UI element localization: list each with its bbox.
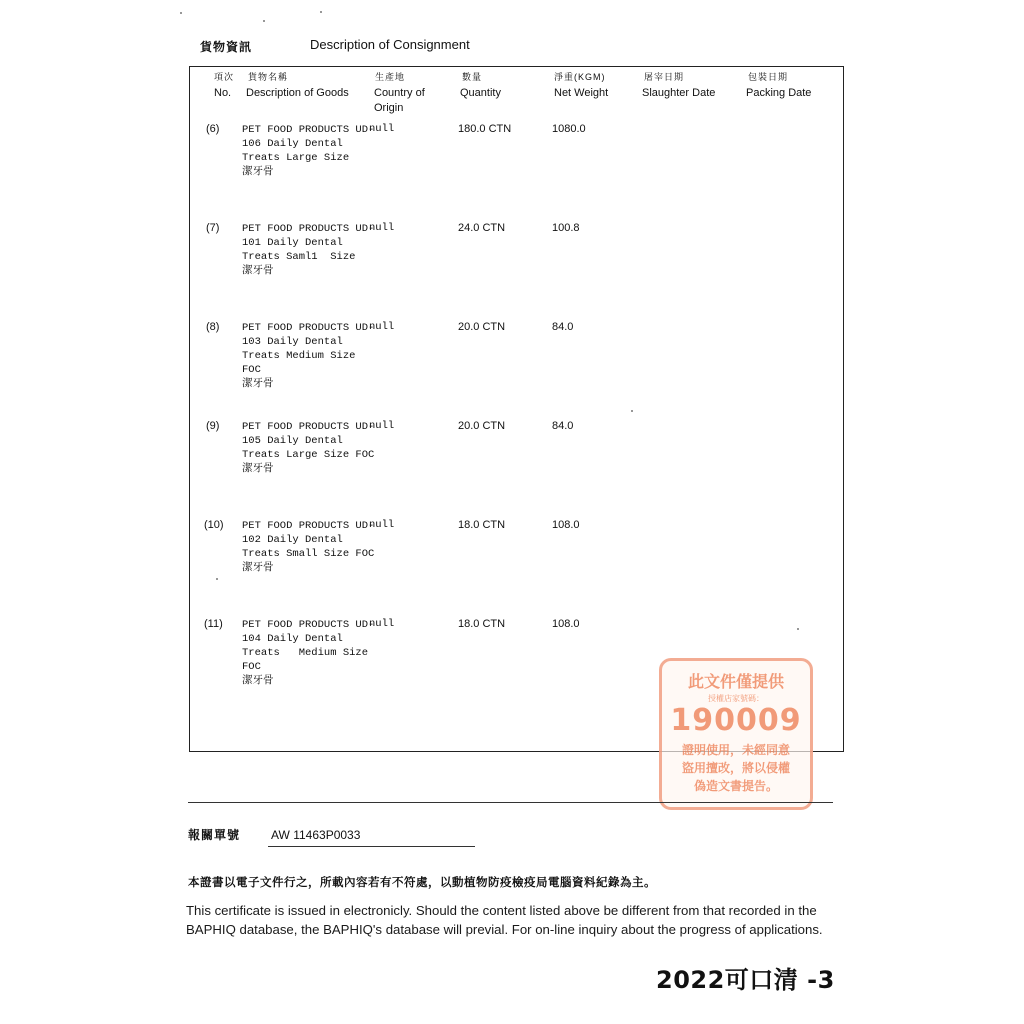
row-description	[242, 420, 377, 476]
description-line: 潔牙骨	[242, 675, 274, 687]
header-packing-en: Packing Date	[746, 87, 812, 99]
header-no-zh: 項次	[214, 72, 235, 82]
header-quantity-zh: 數量	[462, 72, 483, 82]
description-line: PET FOOD PRODUCTS UD-	[242, 322, 375, 334]
description-line: 103 Daily Dental	[242, 336, 343, 348]
description-line: Treats Medium Size	[242, 350, 356, 362]
header-slaughter-zh: 屠宰日期	[644, 72, 685, 82]
description-line: 潔牙骨	[242, 166, 274, 178]
row-number: (7)	[206, 222, 220, 234]
scan-speck	[263, 20, 265, 22]
description-line: Treats Medium Size	[242, 647, 369, 659]
row-origin: null	[369, 420, 395, 432]
row-description	[242, 123, 377, 179]
description-line: PET FOOD PRODUCTS UD-	[242, 124, 375, 136]
notice-en: This certificate is issued in electronicly. Should the content listed above be different from that recorded in the BAPHIQ database, the BAPHIQ's database will previal. For on-line inquiry about the progress of applications.	[186, 903, 823, 937]
description-line: 105 Daily Dental	[242, 435, 343, 447]
watermark-line: 授權店家號碼：	[708, 694, 764, 703]
goods-table	[189, 66, 844, 752]
notice-zh: 本證書以電子文件行之，所載內容若有不符處，以動植物防疫檢疫局電腦資料紀錄為主。	[188, 875, 656, 889]
header-goods-en: Description of Goods	[246, 87, 349, 99]
description-line: PET FOOD PRODUCTS UD-	[242, 619, 375, 631]
watermark-line: 偽造文書提告。	[693, 779, 778, 793]
row-number: (8)	[206, 321, 220, 333]
row-origin: null	[369, 123, 395, 135]
divider-line	[188, 802, 833, 803]
row-origin: null	[369, 618, 395, 630]
row-number: (9)	[206, 420, 220, 432]
row-weight: 100.8	[552, 222, 580, 234]
footer-label: 2022可口清 -3	[656, 966, 835, 994]
header-no-en: No.	[214, 87, 232, 99]
row-number: (6)	[206, 123, 220, 135]
watermark-stamp	[659, 658, 813, 810]
table-row	[190, 222, 843, 312]
row-quantity: 18.0 CTN	[458, 519, 506, 531]
declaration-number: AW 11463P0033	[271, 828, 361, 842]
row-origin: null	[369, 321, 395, 333]
description-line: Treats Large Size	[242, 152, 350, 164]
description-line: PET FOOD PRODUCTS UD-	[242, 421, 375, 433]
description-line: PET FOOD PRODUCTS UD-	[242, 223, 375, 235]
description-line: FOC	[242, 364, 261, 376]
row-number: (10)	[204, 519, 224, 531]
row-description	[242, 222, 377, 278]
header-goods-zh: 貨物名稱	[248, 72, 289, 82]
watermark-line: 此文件僅提供	[687, 672, 784, 691]
scan-speck	[320, 11, 322, 13]
row-number: (11)	[204, 618, 223, 630]
description-line: FOC	[242, 661, 261, 673]
description-line: 潔牙骨	[242, 265, 274, 277]
header-slaughter-en: Slaughter Date	[642, 87, 716, 99]
declaration-label: 報關單號	[188, 828, 241, 842]
description-line: 潔牙骨	[242, 378, 274, 390]
row-quantity: 20.0 CTN	[458, 321, 506, 333]
row-description	[242, 519, 377, 575]
table-row	[190, 519, 843, 609]
watermark-line: 盜用擅改，將以侵權	[681, 761, 790, 775]
declaration-underline	[268, 846, 475, 847]
header-origin-zh: 生產地	[375, 72, 406, 82]
row-weight: 84.0	[552, 321, 574, 333]
row-weight: 84.0	[552, 420, 574, 432]
description-line: Treats Saml1 Size	[242, 251, 356, 263]
header-quantity-en: Quantity	[460, 87, 501, 99]
description-line: Treats Large Size FOC	[242, 449, 375, 461]
row-origin: null	[369, 519, 395, 531]
header-weight-zh: 淨重(KGM)	[554, 72, 606, 82]
description-line: 101 Daily Dental	[242, 237, 343, 249]
description-line: PET FOOD PRODUCTS UD-	[242, 520, 375, 532]
row-weight: 108.0	[552, 519, 580, 531]
scan-speck	[180, 12, 182, 14]
row-quantity: 24.0 CTN	[458, 222, 506, 234]
row-description	[242, 618, 377, 688]
table-row	[190, 420, 843, 510]
header-weight-en: Net Weight	[554, 87, 609, 99]
description-line: 106 Daily Dental	[242, 138, 343, 150]
section-title-en: Description of Consignment	[310, 37, 470, 52]
row-weight: 1080.0	[552, 123, 586, 135]
row-origin: null	[369, 222, 395, 234]
header-origin-en: Country of Origin	[374, 87, 425, 114]
row-weight: 108.0	[552, 618, 580, 630]
description-line: Treats Small Size FOC	[242, 548, 375, 560]
description-line: 104 Daily Dental	[242, 633, 343, 645]
description-line: 潔牙骨	[242, 463, 274, 475]
description-line: 102 Daily Dental	[242, 534, 343, 546]
row-quantity: 180.0 CTN	[458, 123, 512, 135]
row-quantity: 20.0 CTN	[458, 420, 506, 432]
watermark-number: 190009	[670, 703, 802, 738]
table-row	[190, 321, 843, 411]
header-packing-zh: 包裝日期	[748, 72, 789, 82]
table-row	[190, 123, 843, 213]
row-quantity: 18.0 CTN	[458, 618, 506, 630]
section-title-zh: 貨物資訊	[200, 40, 253, 54]
row-description	[242, 321, 377, 391]
watermark-line: 證明使用，未經同意	[681, 743, 790, 757]
description-line: 潔牙骨	[242, 562, 274, 574]
